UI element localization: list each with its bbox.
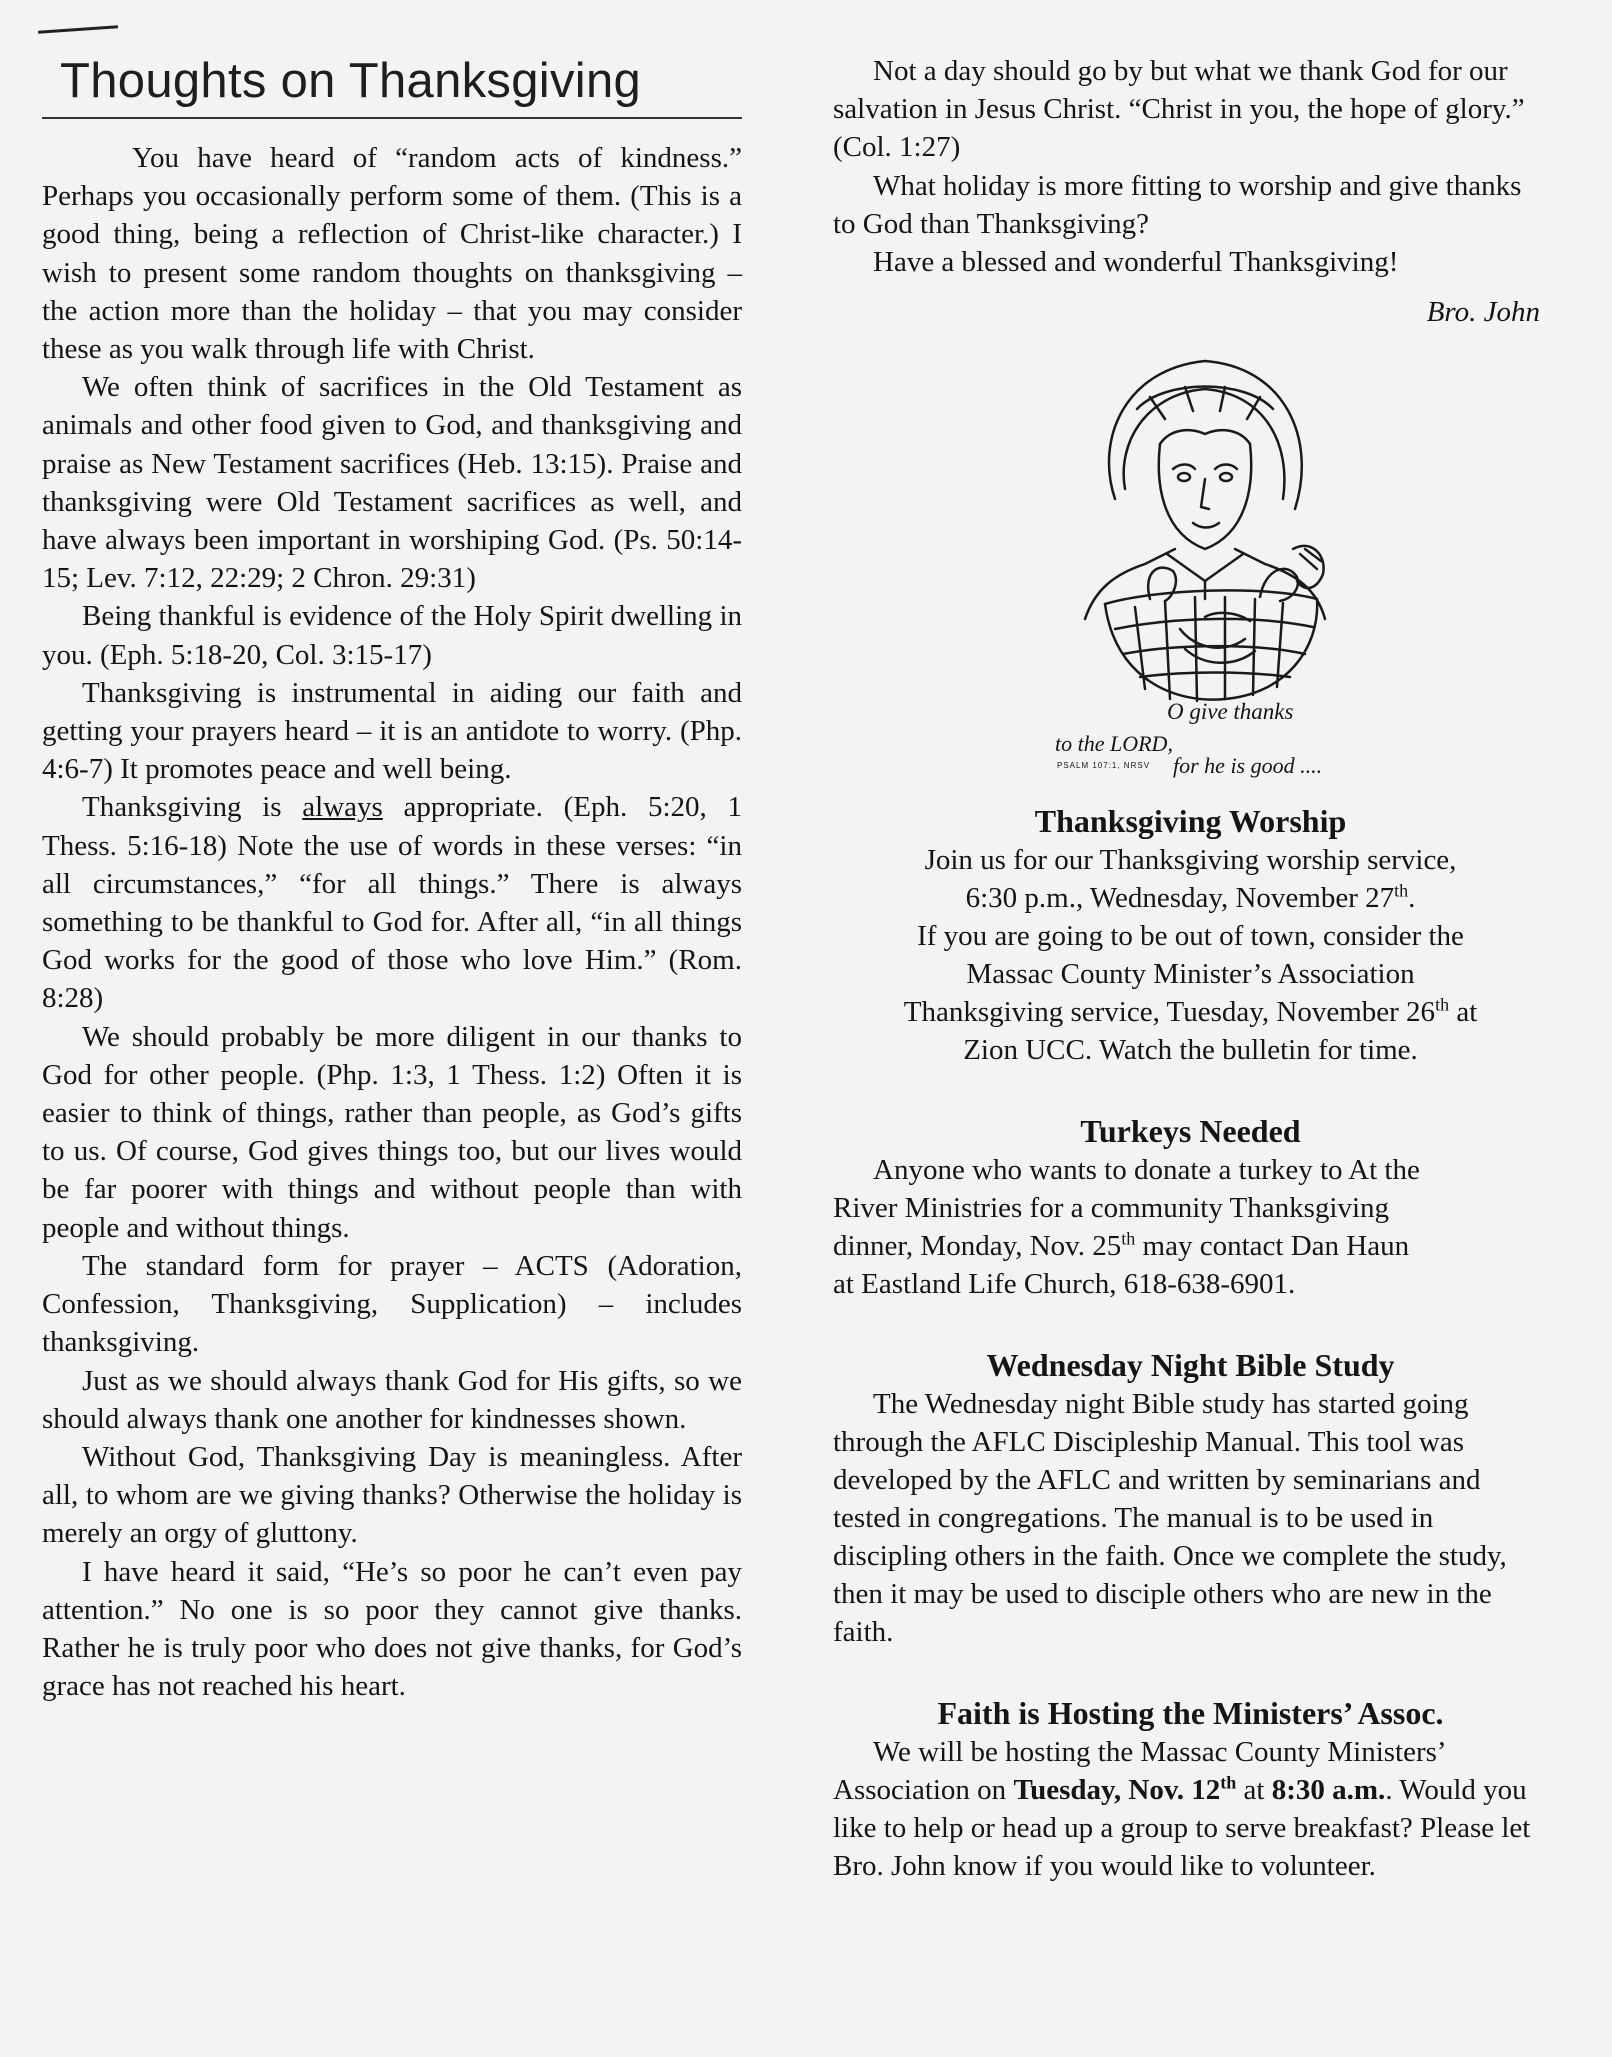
article-headline: Thoughts on Thanksgiving [60,54,642,108]
article-paragraph-10: I have heard it said, “He’s so poor he can’t even pay attention.” No one is so poor they cannot give thanks. Rather he is truly poor who does not give thanks, for God’s grace has not reached his heart. [42,1555,742,1703]
article-paragraph-9: Without God, Thanksgiving Day is meaningless. After all, to whom are we giving thanks? Otherwise the holiday is merely an orgy of gluttony. [42,1440,742,1550]
ministers-date: Tuesday, Nov. 12 [1013,1774,1221,1807]
bible-study-section [833,1345,1548,1651]
pilgrim-woman-illustration [1055,349,1345,779]
article-paragraph-4: Thanksgiving is instrumental in aiding our faith and getting your prayers heard – it is an antidote to worry. (Php. 4:6-7) It promotes peace and well being. [42,676,742,786]
p5-text-c: appropriate. (Eph. 5:20, 1 Thess. 5:16-18) Note the use of words in these verses: “in all circumstances,” “for all things.” There is always something to be thankful to God for. After all, “in all things God works for the good of those who love Him.” (Rom. 8:28) [42,791,742,1015]
bible-study-body: The Wednesday night Bible study has started going through the AFLC Discipleship Manual. This tool was developed by the AFLC and written by seminarians and tested in congregations. The manual is to be used in discipling others in the faith. Once we complete the study, then it may be used to disciple others who are new in the faith. [833,1388,1507,1649]
ministers-time: 8:30 a.m. [1271,1774,1386,1807]
signature: Bro. John [1426,296,1540,329]
illustration-caption-line-2: to the LORD, [1055,731,1173,757]
turkeys-line-4: at Eastland Life Church, 618-638-6901. [833,1268,1296,1301]
illustration-reference: PSALM 107:1, NRSV [1057,761,1151,771]
article-paragraph-7: The standard form for prayer – ACTS (Adoration, Confession, Thanksgiving, Supplication) – includes thanksgiving. [42,1249,742,1359]
ministers-text-1: We will be hosting the Massac County Ministers’ Association on [833,1736,1445,1807]
ministers-assoc-section [833,1693,1548,1885]
spacer [833,1303,1548,1345]
worship-line-5a: Thanksgiving service, Tuesday, November 26 [903,996,1436,1029]
closing-paragraph-3: Have a blessed and wonderful Thanksgiving! [873,246,1399,279]
spacer [833,1651,1548,1693]
right-column [833,52,1548,1885]
corner-mark [38,25,118,34]
turkeys-line-1: Anyone who wants to donate a turkey to At the [873,1154,1420,1187]
turkeys-line-3-sup: th [1121,1228,1136,1249]
worship-line-2-sup: th [1394,880,1409,901]
ministers-assoc-title: Faith is Hosting the Ministers’ Assoc. [937,1695,1444,1732]
worship-line-5-sup: th [1435,994,1450,1015]
closing-paragraph-1: Not a day should go by but what we thank God for our salvation in Jesus Christ. “Christ in you, the hope of glory.” (Col. 1:27) [833,55,1525,164]
spacer [833,779,1548,801]
worship-line-2 [833,879,1548,917]
ministers-text-2: at [1236,1774,1272,1807]
p5-text-a: Thanksgiving is [82,791,303,824]
illustration-caption-line-1: O give thanks [1167,699,1294,725]
illustration-caption-line-3: for he is good .... [1173,753,1323,779]
spacer [833,1069,1548,1111]
article-paragraph-6: We should probably be more diligent in our thanks to God for other people. (Php. 1:3, 1 Thess. 1:2) Often it is easier to think of things, rather than people, as God’s gifts to us. Of course, God gives things too, but our lives would be far poorer with things and without people than with people and without things. [42,1020,742,1244]
worship-line-5 [833,993,1548,1031]
ministers-text-3: . Would you like to help or head up a group to serve breakfast? Please let Bro. John know if you would like to volunteer. [833,1774,1531,1883]
article-paragraph-5 [42,788,742,1017]
worship-line-2b: . [1408,882,1416,915]
closing-paragraph-2: What holiday is more fitting to worship and give thanks to God than Thanksgiving? [833,169,1522,240]
article-paragraph-1: You have heard of “random acts of kindness.” Perhaps you occasionally perform some of them. (This is a good thing, being a reflection of Christ-like character.) I wish to present some random thoughts on thanksgiving – the action more than the holiday – that you may consider these as you walk through life with Christ. [42,142,742,366]
thanksgiving-worship-title: Thanksgiving Worship [1034,803,1347,840]
bible-study-title: Wednesday Night Bible Study [986,1347,1395,1384]
ministers-assoc-body [833,1733,1548,1885]
article-paragraph-8: Just as we should always thank God for His gifts, so we should always thank one another for kindnesses shown. [42,1364,742,1435]
worship-line-4: Massac County Minister’s Association [966,958,1415,991]
worship-line-1: Join us for our Thanksgiving worship service, [924,844,1457,877]
turkeys-needed-title: Turkeys Needed [1080,1113,1301,1150]
turkeys-line-3a: dinner, Monday, Nov. 25 [833,1230,1122,1263]
pilgrim-woman-drawing [1055,349,1345,709]
turkeys-line-3 [833,1227,1548,1265]
headline-rule [42,117,742,119]
turkeys-needed-section [833,1111,1548,1303]
turkeys-line-3b: may contact Dan Haun [1135,1230,1410,1263]
worship-line-3: If you are going to be out of town, consider the [917,920,1464,953]
worship-line-5b: at [1449,996,1478,1029]
article-paragraph-2: We often think of sacrifices in the Old Testament as animals and other food given to God, and thanksgiving and praise as New Testament sacrifices (Heb. 13:15). Praise and thanksgiving were Old Testament sacrifices as well, and have always been important in worshiping God. (Ps. 50:14-15; Lev. 7:12, 22:29; 2 Chron. 29:31) [42,371,742,595]
article-paragraph-3: Being thankful is evidence of the Holy Spirit dwelling in you. (Eph. 5:18-20, Col. 3:15-17) [42,600,742,671]
p5-underlined-word: always [302,791,383,824]
ministers-date-sup: th [1220,1772,1237,1793]
turkeys-line-2: River Ministries for a community Thanksgiving [833,1192,1390,1225]
left-column [42,50,742,1705]
worship-line-2a: 6:30 p.m., Wednesday, November 27 [965,882,1395,915]
worship-line-6: Zion UCC. Watch the bulletin for time. [963,1034,1418,1067]
thanksgiving-worship-section [833,801,1548,1069]
